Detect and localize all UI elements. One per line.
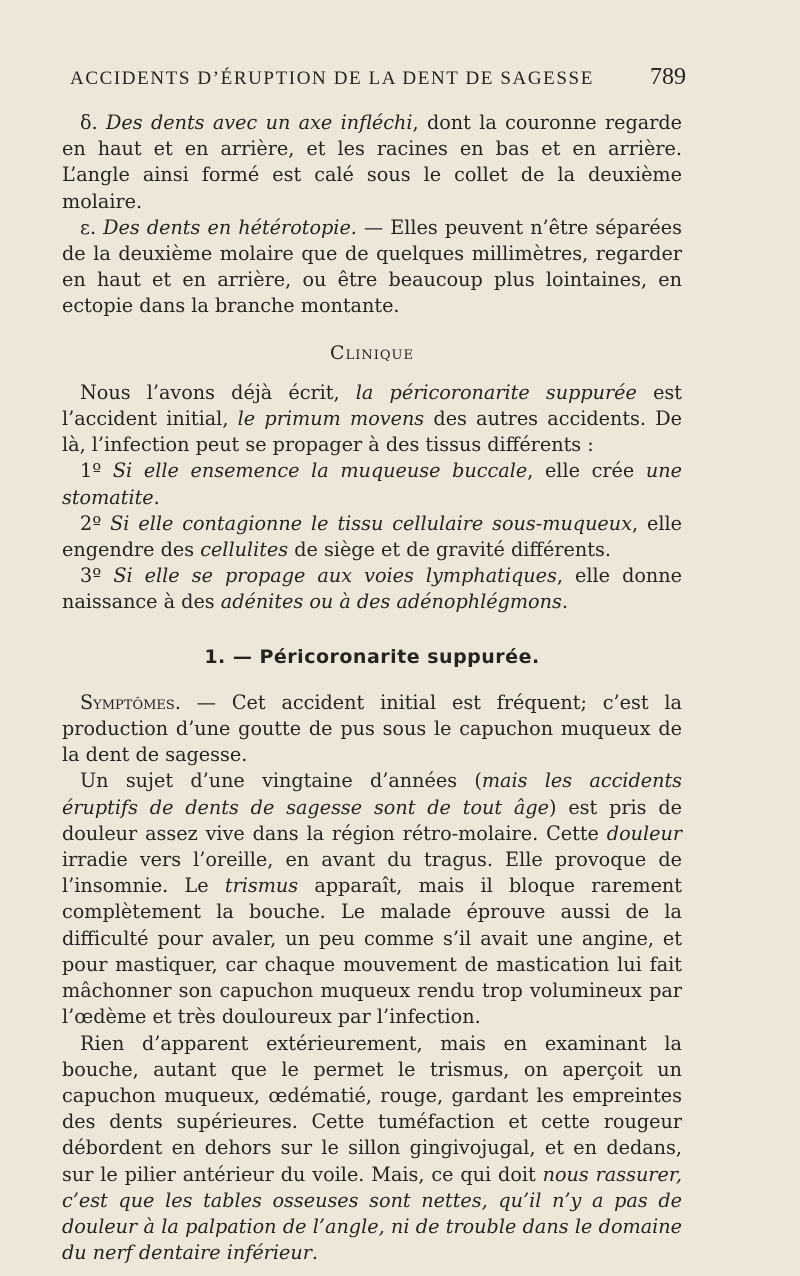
list-item-2: 2º Si elle contagionne le tissu cellulaire sous-muqueux, elle engendre des cellulites de siège et de gravité différents.: [62, 511, 682, 562]
paragraph-epsilon: ε. Des dents en hétérotopie. — Elles peuvent n’être séparées de la deuxième molaire que de quelques millimètres, regarder en haut et en arrière, ou être beaucoup plus lointaines, en ectopie dans la branche montante.: [62, 215, 682, 318]
section-title: 1. — Péricoronarite suppurée.: [204, 645, 540, 668]
paragraph-rien: Rien d’apparent extérieurement, mais en examinant la bouche, autant que le permet le trismus, on aperçoit un capuchon muqueux, œdématié, rouge, gardant les empreintes des dents supérieures. Cette tuméfaction et cette rougeur débordent en dehors sur le sillon gingivojugal, et en dedans, sur le pilier antérieur du voile. Mais, ce qui doit nous rassurer, c’est que les tables osseuses sont nettes, qu’il n’y a pas de douleur à la palpation de l’angle, ni de trouble dans le domaine du nerf dentaire inférieur.: [62, 1031, 682, 1265]
clinique-heading: Clinique: [330, 341, 414, 364]
list-item-3: 3º Si elle se propage aux voies lymphatiques, elle donne naissance à des adénites ou à des adénophlégmons.: [62, 564, 683, 614]
running-header: [70, 64, 686, 94]
list-item-1: 1º Si elle ensemence la muqueuse buccale, elle crée une stomatite.: [62, 459, 682, 509]
running-title: ACCIDENTS D’ÉRUPTION DE LA DENT DE SAGESSE: [70, 68, 594, 89]
clinique-intro: Nous l’avons déjà écrit, la péricoronarite suppurée est l’accident initial, le primum movens des autres accidents. De là, l’infection peut se propager à des tissus différents :: [62, 380, 682, 457]
page-number: 789: [650, 64, 686, 90]
paragraph-sujet: Un sujet d’une vingtaine d’années (mais les accidents éruptifs de dents de sagesse sont de tout âge) est pris de douleur assez vive dans la région rétro-molaire. Cette douleur irradie vers l’oreille, en avant du tragus. Elle provoque de l’insomnie. Le trismus apparaît, mais il bloque rarement complètement la bouche. Le malade éprouve aussi de la difficulté pour avaler, un peu comme s’il avait une angine, et pour mastiquer, car chaque mouvement de mastication lui fait mâchonner son capuchon muqueux rendu trop volumineux par l’œdème et très douloureux par l’infection.: [62, 769, 682, 1029]
paragraph-delta: δ. Des dents avec un axe infléchi, dont la couronne regarde en haut et en arrière, et les racines en bas et en arrière. L’angle ainsi formé est calé sous le collet de la deuxième molaire.: [62, 111, 683, 213]
page-body: [62, 110, 682, 1266]
paragraph-symptomes: Symptômes. — Cet accident initial est fréquent; c’est la production d’une goutte de pus sous le capuchon muqueux de la dent de sagesse.: [62, 690, 682, 767]
